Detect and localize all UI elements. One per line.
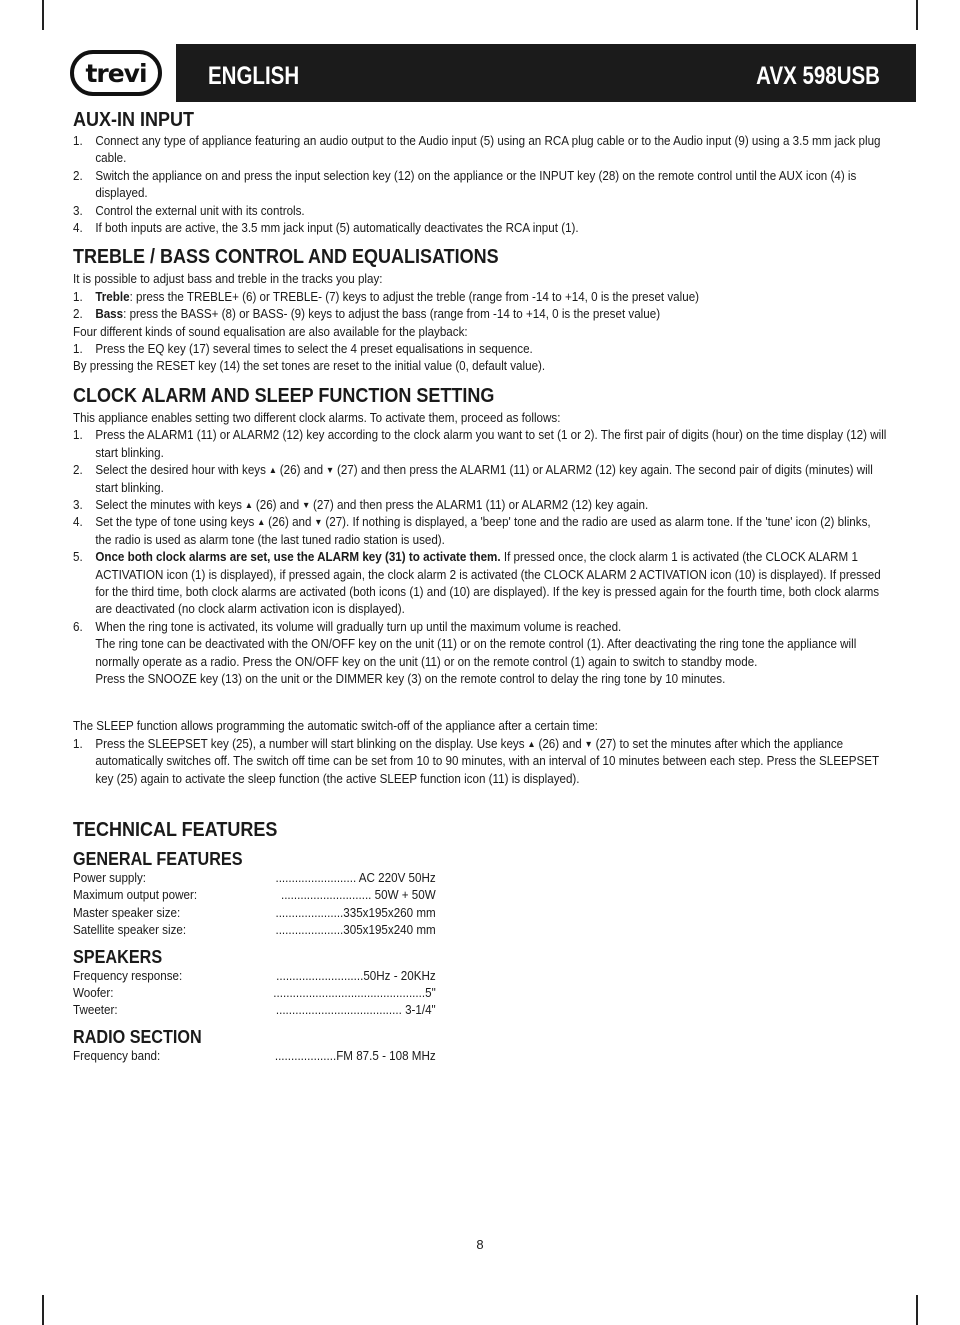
spec-row: Maximum output power: ............................ 50W + 50W: [73, 888, 436, 903]
radio-title: RADIO SECTION: [73, 1026, 202, 1047]
crop-mark: [916, 1295, 918, 1325]
page-header: [70, 44, 916, 102]
list-item: 4. If both inputs are active, the 3.5 mm jack input (5) automatically deactivates the RCA input (1).: [73, 221, 579, 236]
page-content: [73, 108, 889, 1065]
spec-row: Frequency response: ...........................50Hz - 20KHz: [73, 968, 436, 983]
header-bar: [176, 44, 916, 102]
up-arrow-icon: ▲: [257, 517, 266, 528]
clock-title: CLOCK ALARM AND SLEEP FUNCTION SETTING: [73, 384, 495, 407]
spec-row: Satellite speaker size: .....................305x195x240 mm: [73, 923, 436, 938]
spec-row: Power supply: ......................... AC 220V 50Hz: [73, 871, 436, 885]
list-item: 6. When the ring tone is activated, its volume will gradually turn up until the maximum volume is reached. The ring tone can be deactivated with the ON/OFF key on the unit (11) or on the remote control (1). After deactivating the ring tone the appliance will normally operate as a radio. Press the ON/OFF key on the unit (11) or on the remote control (1) again to switch to standby mode. Press the SNOOZE key (13) on the unit or the DIMMER key (3) on the remote control to delay the ring tone by 10 minutes.: [73, 619, 857, 686]
spec-row: Tweeter: ....................................... 3-1/4": [73, 1003, 436, 1018]
list-item: 1. Press the ALARM1 (11) or ALARM2 (12) key according to the clock alarm you want to set (1 or 2). The first pair of digits (hour) on the time display (12) will start blinking.: [73, 428, 887, 460]
down-arrow-icon: ▼: [301, 499, 311, 510]
brand-logo: trevi: [70, 50, 162, 96]
up-arrow-icon: ▲: [268, 465, 278, 476]
list-item: 3. Control the external unit with its controls.: [73, 203, 305, 218]
clock-intro: This appliance enables setting two different clock alarms. To activate them, proceed as follows:: [73, 410, 561, 425]
up-arrow-icon: ▲: [244, 499, 254, 510]
list-item: 2. Switch the appliance on and press the input selection key (12) on the appliance or the INPUT key (28) on the remote control until the AUX icon (4) is displayed.: [73, 168, 857, 201]
spec-row: Woofer: ...............................................5": [73, 986, 436, 1001]
crop-mark: [42, 1295, 44, 1325]
treble-body: [73, 271, 889, 375]
model-label: AVX 598USB: [756, 62, 880, 90]
treble-title: TREBLE / BASS CONTROL AND EQUALISATIONS: [73, 246, 499, 269]
speakers-title: SPEAKERS: [73, 946, 163, 967]
list-item: 3. Select the minutes with keys ▲ (26) and ▼ (27) and then press the ALARM1 (11) or ALARM2 (12) key again.: [73, 497, 889, 514]
crop-mark: [916, 0, 918, 30]
eq-intro: Four different kinds of sound equalisation are also available for the playback:: [73, 324, 468, 339]
speaker-specs: [73, 968, 889, 1020]
spec-row: Frequency band: ...................FM 87.5 - 108 MHz: [73, 1048, 436, 1063]
page-number: 8: [476, 1237, 484, 1252]
aux-title: AUX-IN INPUT: [73, 109, 195, 131]
aux-list: [73, 133, 889, 237]
treble-intro: It is possible to adjust bass and treble in the tracks you play:: [73, 272, 383, 287]
list-item: 1. Connect any type of appliance featuring an audio output to the Audio input (5) using an RCA plug cable or to the Audio input (9) using a 3.5 mm jack plug cable.: [73, 134, 881, 166]
list-item: 4. Set the type of tone using keys ▲ (26) and ▼ (27). If nothing is displayed, a 'beep' tone and the radio are used as alarm tone. If the 'tune' icon (2) blinks, the radio is used as alarm tone (the last tuned radio station is used).: [73, 515, 871, 547]
general-title: GENERAL FEATURES: [73, 849, 243, 869]
list-item: 1. Press the SLEEPSET key (25), a number will start blinking on the display. Use keys ▲ (26) and ▼ (27) to set the minutes after which the appliance automatically switches off. The switch off time can be set from 10 to 90 minutes, with an interval of 10 minutes between each step. Press the SLEEPSET key (25) again to activate the sleep function (the active SLEEP function icon (11) is displayed).: [73, 736, 879, 786]
general-specs: [73, 870, 889, 940]
list-item: 5. Once both clock alarms are set, use the ALARM key (31) to activate them. If pressed once, the clock alarm 1 is activated (the CLOCK ALARM 1 ACTIVATION icon (1) is displayed), if pressed again, the clock alarm 2 is activated (the CLOCK ALARM 2 ACTIVATION icon (10) is displayed). If pressed for the third time, both clock alarms are activated (both icons (1) and (10) are displayed). If the key is pressed again for the fourth time, both clock alarms are deactivated (no clock alarm activation icon is displayed).: [73, 550, 881, 617]
spec-row: Master speaker size: .....................335x195x260 mm: [73, 905, 436, 920]
list-item: 1. Press the EQ key (17) several times to select the 4 preset equalisations in sequence.: [73, 342, 533, 357]
radio-specs: [73, 1048, 889, 1065]
list-item: 1. Treble: press the TREBLE+ (6) or TREBLE- (7) keys to adjust the treble (range from -14 to +14, 0 is the preset value): [73, 289, 700, 304]
up-arrow-icon: ▲: [527, 738, 536, 749]
sleep-intro: The SLEEP function allows programming the automatic switch-off of the appliance after a certain time:: [73, 719, 598, 734]
language-label: ENGLISH: [208, 62, 300, 90]
down-arrow-icon: ▼: [325, 465, 335, 476]
down-arrow-icon: ▼: [314, 517, 323, 528]
reset-text: By pressing the RESET key (14) the set tones are reset to the initial value (0, default value).: [73, 359, 546, 374]
list-item: 2. Select the desired hour with keys ▲ (26) and ▼ (27) and then press the ALARM1 (11) or ALARM2 (12) key again. The second pair of digits (minutes) will start blinking.: [73, 463, 873, 495]
down-arrow-icon: ▼: [584, 738, 593, 749]
clock-body: [73, 410, 889, 689]
crop-mark: [42, 0, 44, 30]
list-item: 2. Bass: press the BASS+ (8) or BASS- (9) keys to adjust the bass (range from -14 to +14, 0 is the preset value): [73, 307, 661, 322]
tech-title: TECHNICAL FEATURES: [73, 819, 278, 841]
sleep-body: [73, 718, 889, 788]
